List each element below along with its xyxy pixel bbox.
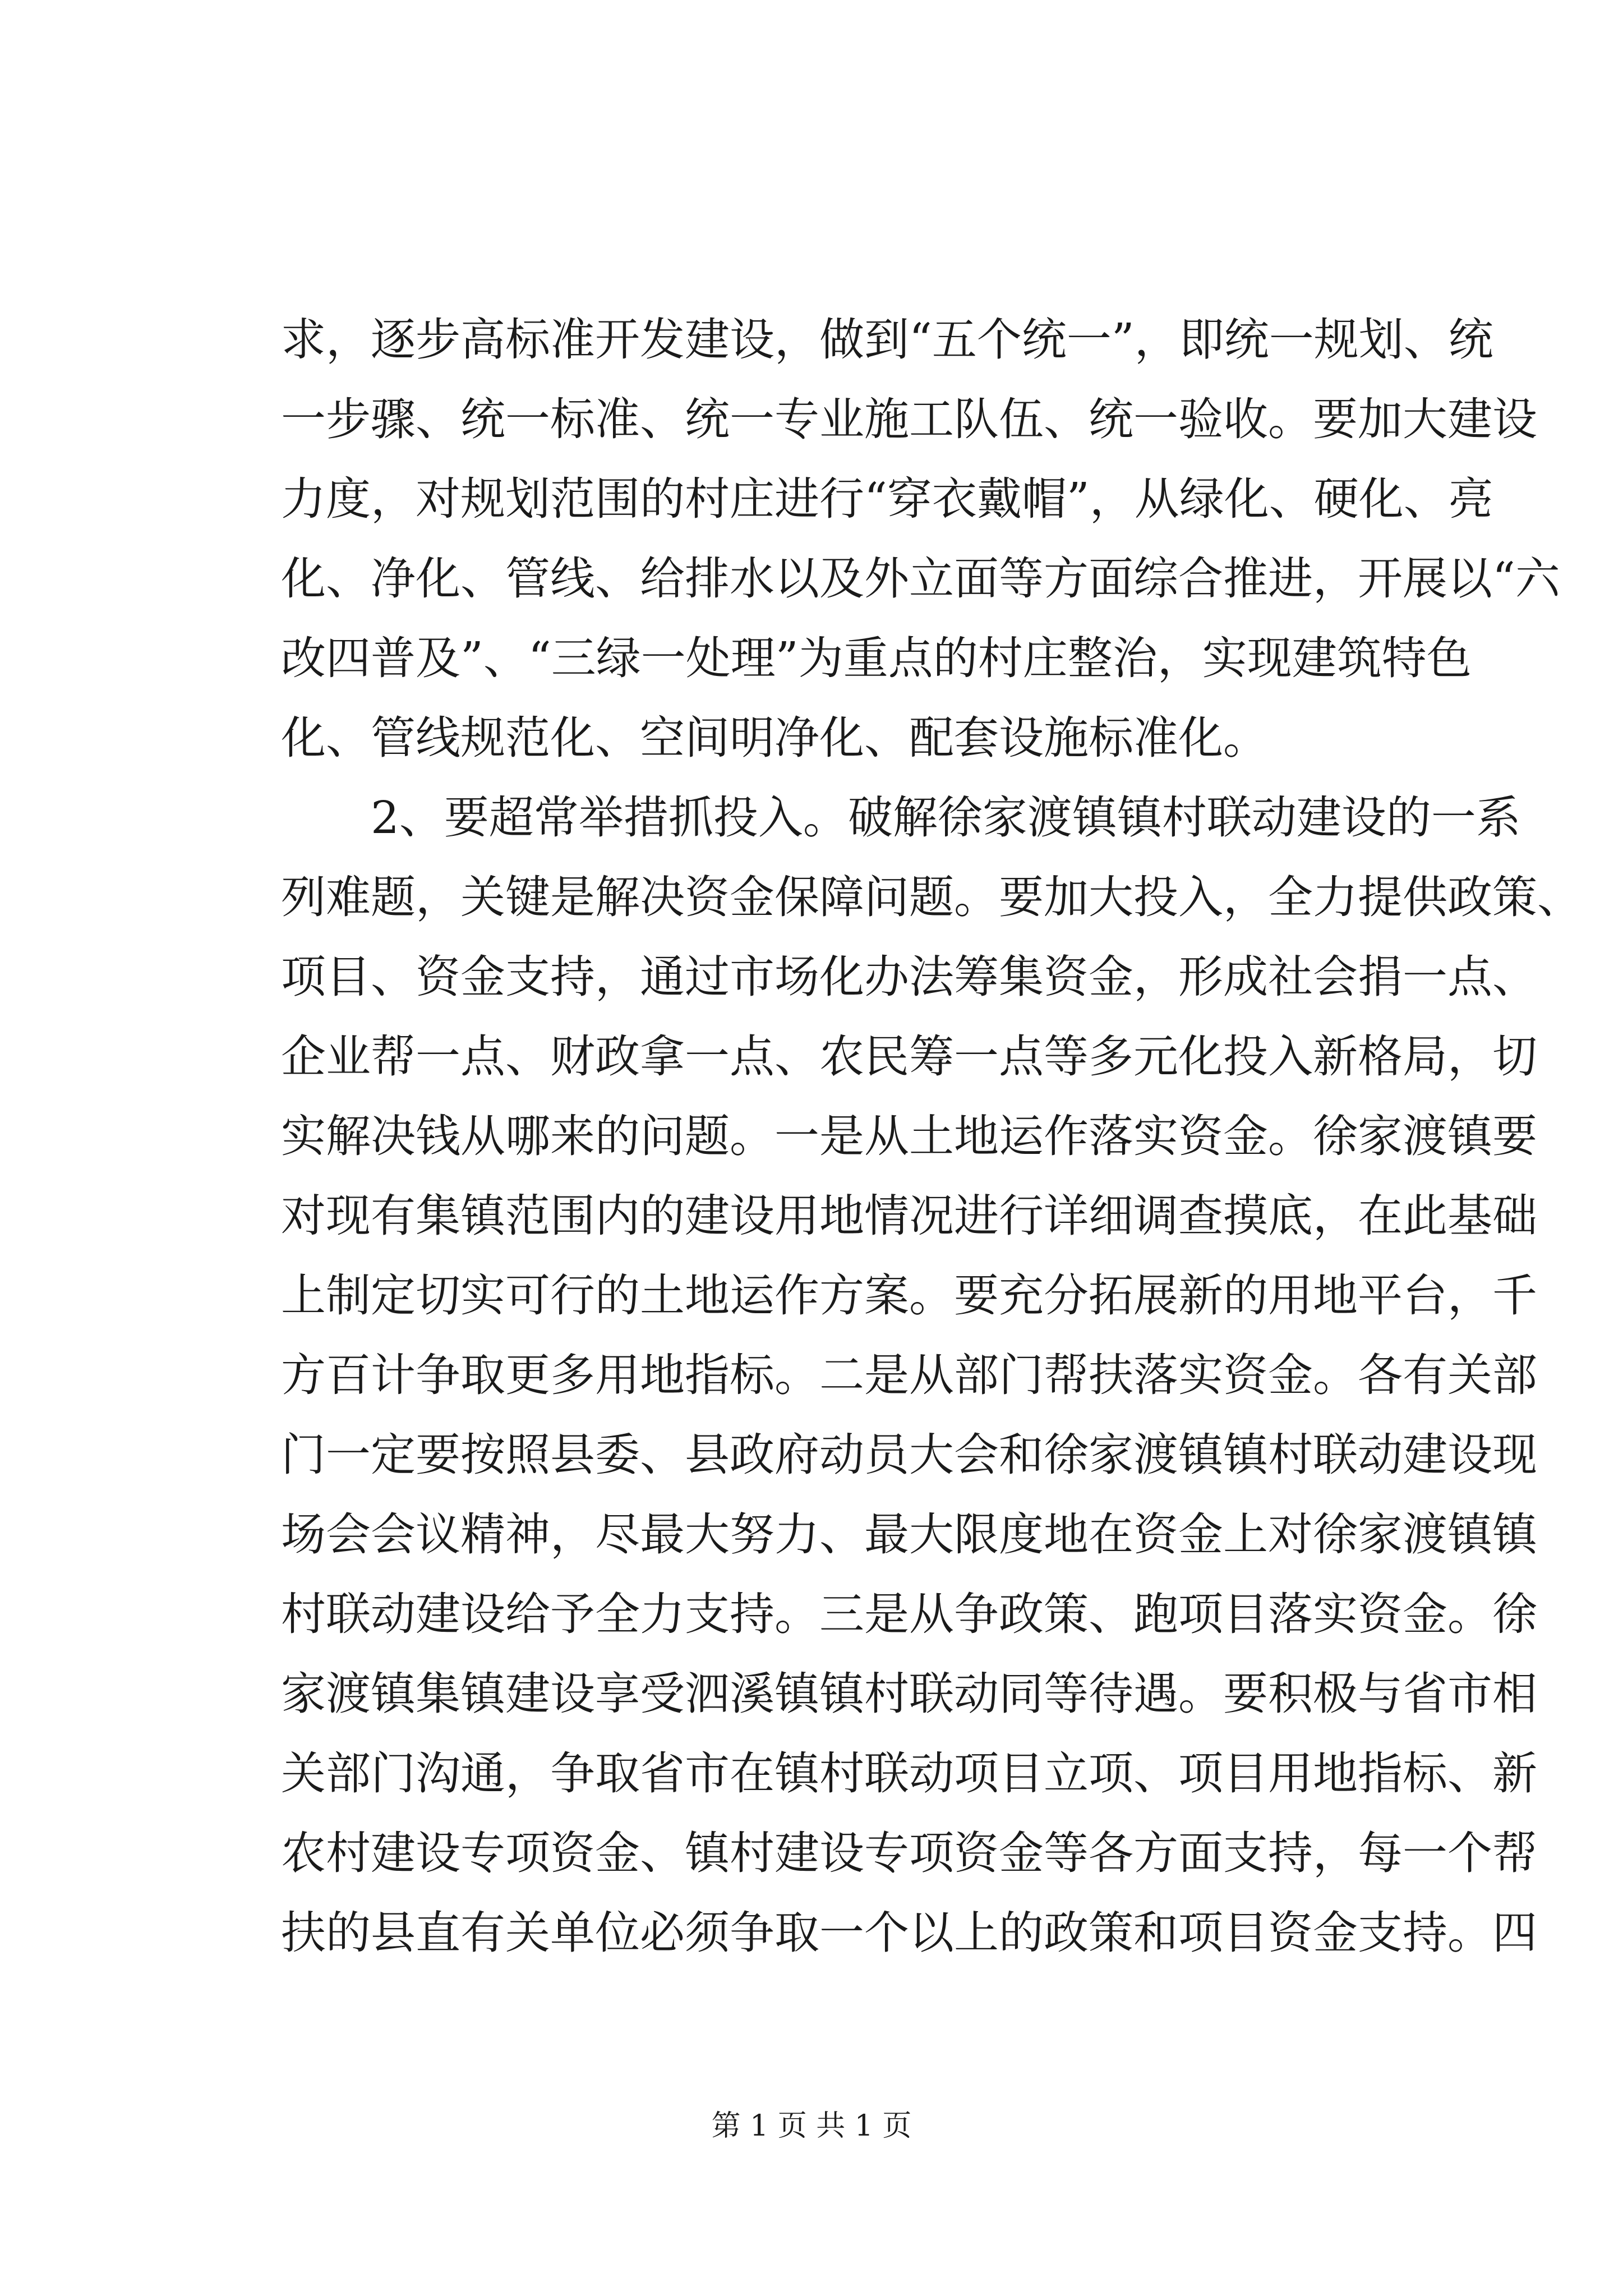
text-line: 列难题，关键是解决资金保障问题。要加大投入，全力提供政策、 [281, 871, 1582, 923]
text-line: 上制定切实可行的土地运作方案。要充分拓展新的用地平台，千 [281, 1269, 1537, 1322]
text-line: 改四普及”、“三绿一处理”为重点的村庄整治，实现建筑特色 [281, 632, 1472, 684]
text-line: 力度，对规划范围的村庄进行“穿衣戴帽”，从绿化、硬化、亮 [281, 473, 1493, 525]
text-line: 企业帮一点、财政拿一点、农民筹一点等多元化投入新格局，切 [281, 1030, 1537, 1083]
text-line: 求，逐步高标准开发建设，做到“五个统一”，即统一规划、统 [281, 314, 1493, 366]
text-line: 实解决钱从哪来的问题。一是从土地运作落实资金。徐家渡镇要 [281, 1110, 1537, 1162]
text-line: 村联动建设给予全力支持。三是从争政策、跑项目落实资金。徐 [281, 1588, 1537, 1640]
text-line: 方百计争取更多用地指标。二是从部门帮扶落实资金。各有关部 [281, 1349, 1537, 1401]
text-line: 2、要超常举措抓投入。破解徐家渡镇镇村联动建设的一系 [281, 792, 1521, 844]
page-footer [0, 2106, 1623, 2146]
text-line: 扶的县直有关单位必须争取一个以上的政策和项目资金支持。四 [281, 1907, 1537, 1959]
body-text [281, 300, 1582, 1973]
text-line: 门一定要按照县委、县政府动员大会和徐家渡镇镇村联动建设现 [281, 1429, 1537, 1481]
text-line: 场会会议精神，尽最大努力、最大限度地在资金上对徐家渡镇镇 [281, 1508, 1537, 1561]
text-line: 家渡镇集镇建设享受泗溪镇镇村联动同等待遇。要积极与省市相 [281, 1668, 1537, 1720]
text-line: 对现有集镇范围内的建设用地情况进行详细调查摸底，在此基础 [281, 1190, 1537, 1242]
text-line: 一步骤、统一标准、统一专业施工队伍、统一验收。要加大建设 [281, 393, 1537, 445]
text-line: 化、管线规范化、空间明净化、配套设施标准化。 [281, 712, 1268, 764]
text-line: 化、净化、管线、给排水以及外立面等方面综合推进，开展以“六 [281, 553, 1560, 605]
text-line: 关部门沟通，争取省市在镇村联动项目立项、项目用地指标、新 [281, 1747, 1537, 1800]
text-line: 项目、资金支持，通过市场化办法筹集资金，形成社会捐一点、 [281, 951, 1537, 1003]
page-number: 第 1 页 共 1 页 [711, 2109, 912, 2143]
text-line: 农村建设专项资金、镇村建设专项资金等各方面支持，每一个帮 [281, 1827, 1537, 1879]
